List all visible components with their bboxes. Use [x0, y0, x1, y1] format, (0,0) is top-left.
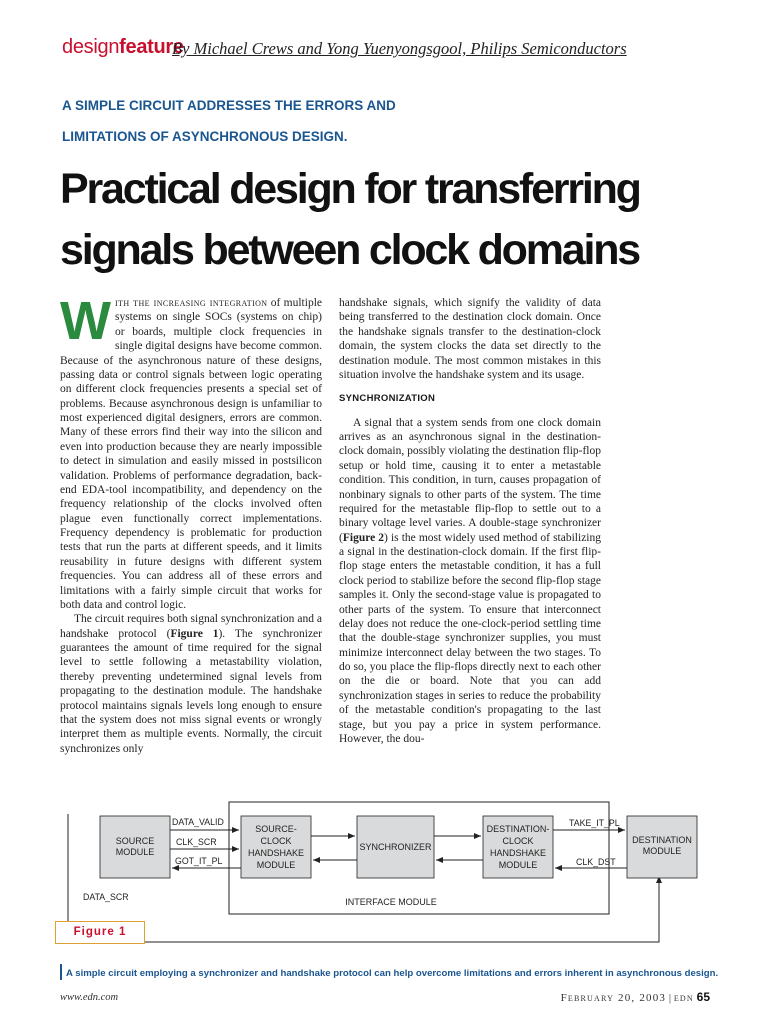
clk-dst-label: CLK_DST — [576, 857, 616, 867]
source-clock-label-1: SOURCE- — [255, 824, 297, 834]
article-column-1 — [60, 291, 322, 756]
section-label-light: design — [62, 36, 120, 58]
figure-tag — [55, 921, 145, 944]
source-clock-label-2: CLOCK — [260, 836, 292, 846]
paragraph-2 — [60, 612, 322, 756]
headline-line-1: Practical design for transferring — [60, 165, 640, 213]
section-label-bold: feature — [119, 36, 184, 58]
paragraph-1-text: of multiple systems on single SOCs (systems on chip) or boards, multiple clock frequencies in single digital designs have become common. Because of the asynchronous nature of these designs, passing data or control signals between logic operating on different clock frequencies presents a special set of problems. Because asynchronous design is unfamiliar to most experienced digital designers, errors are common. Many of these errors find their way into the silicon and even into production because they are nearly impossible to detect in simulation and easily missed in postsilicon validation. Problems of performance degradation, back-end EDA-tool incompatibility, and dependency on the frequency relationship of the clocks involved often plague even functionally correct implementations. Frequency dependency is problematic for production tests that run the parts at different speeds, and it limits reusability in future designs with different system frequencies. You can address all of these errors and limitations with a fairly simple circuit that works for both data and control logic. — [60, 297, 322, 611]
paragraph-2-text-b: ). The synchronizer guarantees the amount of time required for the signal level to settle following a metastability violation, thereby preventing undetermined signal levels from propagating to the destination module. The handshake protocol maintains signals levels long enough to ensure that the system does not miss signal events or wrongly interpret them as multiple events. Normally, the circuit synchronizes only — [60, 627, 322, 755]
source-module-label-2: MODULE — [115, 847, 155, 857]
source-module-label-1: SOURCE — [115, 836, 155, 846]
source-clock-label-4: MODULE — [256, 860, 296, 870]
drop-cap: W — [60, 291, 111, 351]
figure-1-reference: Figure 1 — [170, 627, 219, 640]
figure-tag-label: Figure 1 — [73, 926, 127, 938]
kicker-line-1: A SIMPLE CIRCUIT ADDRESSES THE ERRORS AND — [62, 98, 396, 113]
figure-2-reference: Figure 2 — [342, 531, 385, 544]
paragraph-3: handshake signals, which signify the validity of data being transferred to the destination clock domain. Once the handshake signals transfer to the destination-clock domain, the system clocks the data set directly to the destination module. The most common mistakes in this situation involve the handshake system and its usage. — [339, 297, 601, 381]
paragraph-1 — [60, 291, 322, 612]
footer-url: www.edn.com — [60, 992, 119, 1003]
paragraph-4-text-b: ) is the most widely used method of stabilizing a signal in the destination-clock domain. If the first flip-flop stage enters the metastable condition, it has a full clock period to stabilize before the second flip-flop stage samples it. Only the second-stage value is propagated to other parts of the system. To ensure that interconnect delay does not reduce the one-clock-period settling time that the double-stage synchronizer supplies, you must minimize interconnect delay between the two stages. To do so, you place the flip-flops directly next to each other on the die or board. Note that you can add synchronization stages in series to reduce the probability of the metastable condition's propagating to the last stage, but you pay a price in system performance. However, the dou- — [339, 531, 601, 745]
paragraph-2-text-a: The circuit requires both signal synchronization and a handshake protocol ( — [60, 613, 322, 640]
dest-clock-label-2: CLOCK — [502, 836, 534, 846]
caption-rule — [60, 964, 62, 980]
headline-line-2: signals between clock domains — [60, 226, 640, 274]
source-clock-label-3: HANDSHAKE — [247, 848, 305, 858]
interface-module-label: INTERFACE MODULE — [345, 897, 437, 907]
article-column-2 — [339, 296, 601, 746]
dest-clock-label-3: HANDSHAKE — [489, 848, 547, 858]
data-scr-label: DATA_SCR — [83, 892, 129, 902]
paragraph-4-text-a: A signal that a system sends from one clock domain arrives as an asynchronous signal in the destination-clock domain, possibly violating the destination flip-flop setup or hold time, causing it to enter a metastable condition. This condition, in turn, causes propagation of nonbinary signals to other parts of the system. The time required for the metastable flip-flop to settle out to a binary voltage level varies. A double-stage synchronizer ( — [339, 416, 601, 544]
footer-publication: edn — [673, 992, 694, 1004]
figure-caption: A simple circuit employing a synchronizer and handshake protocol can help overcome limitations and errors inherent in asynchronous design. — [66, 968, 719, 979]
byline: By Michael Crews and Yong Yuenyongsgool, Philips Semiconductors — [172, 39, 627, 58]
footer-folio — [561, 990, 710, 1004]
dest-clock-label-1: DESTINATION- — [486, 824, 550, 834]
kicker-line-2: LIMITATIONS OF ASYNCHRONOUS DESIGN. — [62, 129, 348, 144]
dest-module-label-1: DESTINATION — [632, 835, 692, 845]
lead-in: ith the increasing integration — [114, 297, 268, 309]
footer-date: February 20, 2003 — [560, 992, 667, 1004]
dest-clock-label-4: MODULE — [498, 860, 538, 870]
section-label — [62, 36, 184, 59]
footer-separator: | — [666, 992, 674, 1004]
synchronizer-label: SYNCHRONIZER — [359, 842, 432, 852]
subhead-synchronization: SYNCHRONIZATION — [339, 393, 436, 405]
got-it-pl-label: GOT_IT_PL — [175, 856, 223, 866]
take-it-pl-label: TAKE_IT_PL — [569, 818, 620, 828]
clk-scr-label: CLK_SCR — [176, 837, 217, 847]
dest-module-label-2: MODULE — [642, 846, 682, 856]
page-number: 65 — [696, 990, 710, 1004]
paragraph-4 — [339, 416, 601, 747]
data-valid-label: DATA_VALID — [172, 817, 224, 827]
